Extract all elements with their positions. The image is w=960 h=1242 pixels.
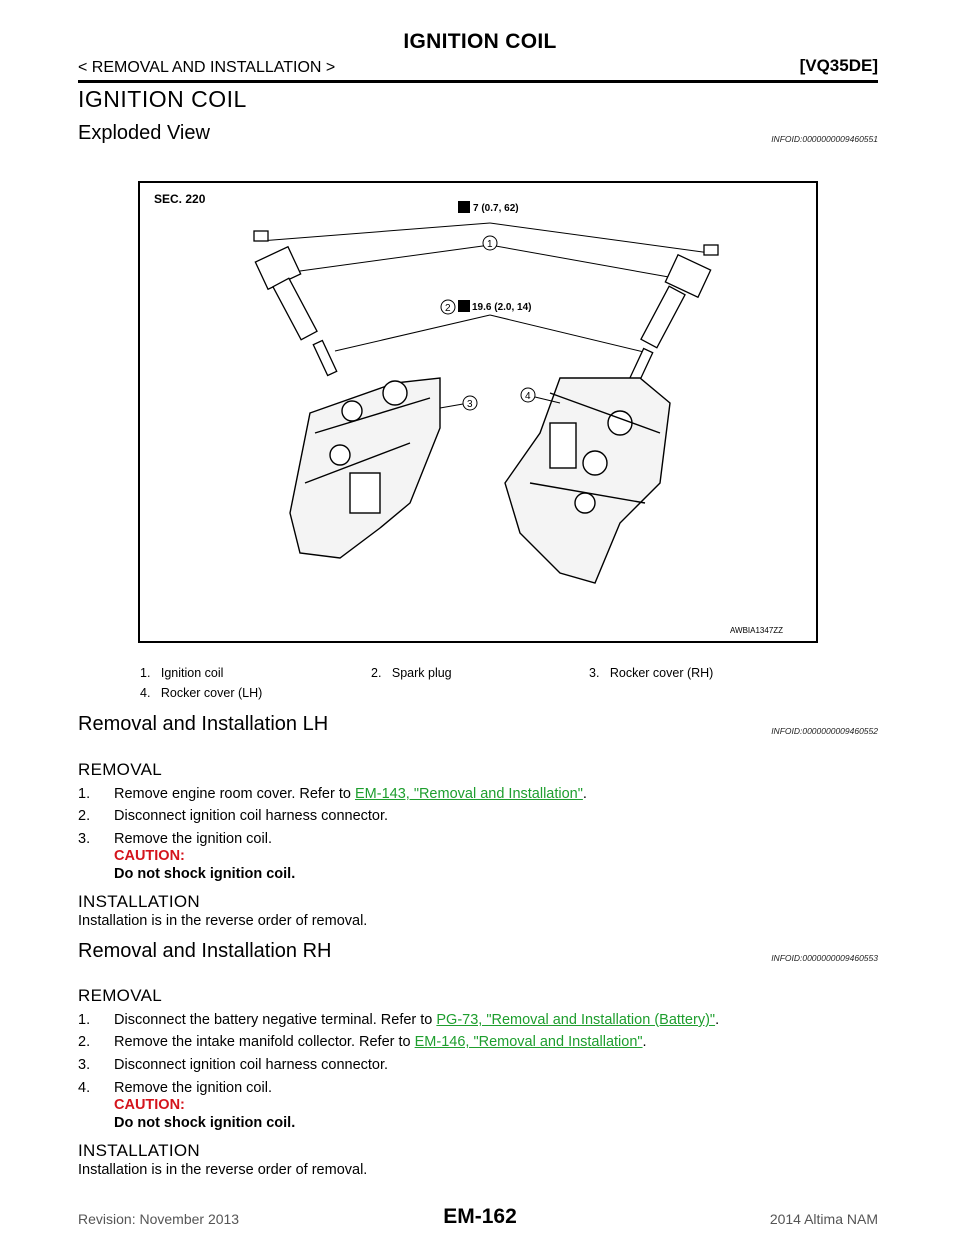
model-label: [VQ35DE]	[799, 56, 878, 75]
step-number: 4.	[78, 1080, 91, 1096]
rh-step-3	[78, 1057, 388, 1073]
rh-step-1: 1. Disconnect the battery negative terminal. Refer to PG-73, "Removal and Installation (Battery)".	[78, 1012, 720, 1028]
step-number: 3.	[78, 831, 91, 847]
exploded-diagram	[140, 183, 816, 641]
footer-model: 2014 Altima NAM	[769, 1211, 878, 1227]
step-text: Remove the ignition coil.	[114, 1080, 272, 1096]
torque-value-1: 7 (0.7, 62)	[473, 203, 519, 214]
step-number: 3.	[78, 1057, 91, 1073]
step-text: Remove the ignition coil.	[114, 831, 272, 847]
exploded-view-heading: Exploded View	[78, 122, 210, 144]
step-number: 1.	[78, 786, 91, 802]
lh-step-3	[78, 831, 272, 847]
exploded-view-figure	[138, 181, 818, 643]
torque-wrench-icon	[458, 201, 470, 213]
legend-label: Rocker cover (RH)	[609, 666, 714, 680]
step-text: Remove the intake manifold collector. Refer to	[114, 1034, 415, 1050]
figure-id: AWBIA1347ZZ	[730, 626, 784, 635]
callout-3-label: 3	[467, 399, 473, 410]
ref-link-em143[interactable]: EM-143, "Removal and Installation"	[354, 786, 583, 802]
legend-label: Ignition coil	[160, 666, 224, 680]
page-header-title: IGNITION COIL	[403, 30, 557, 53]
lh-removal-heading: REMOVAL	[78, 760, 162, 779]
rh-installation-heading: INSTALLATION	[78, 1141, 200, 1160]
step-text: Disconnect ignition coil harness connector.	[114, 1057, 389, 1073]
legend-num: 2.	[371, 666, 382, 680]
torque-value-2: 19.6 (2.0, 14)	[472, 302, 532, 313]
rocker-cover-lh	[505, 378, 670, 583]
legend-item-2	[371, 666, 452, 680]
header-rule	[78, 80, 878, 83]
legend-item-3	[589, 666, 713, 680]
rh-step-2: 2. Remove the intake manifold collector. Refer to EM-146, "Removal and Installation".	[78, 1034, 647, 1050]
rh-step-4	[78, 1080, 272, 1096]
step-number: 2.	[78, 1034, 91, 1050]
legend-item-4	[140, 686, 262, 700]
legend-label: Spark plug	[391, 666, 452, 680]
legend-label: Rocker cover (LH)	[160, 686, 263, 700]
lh-caution-text: Do not shock ignition coil.	[114, 866, 296, 882]
lh-infoid: INFOID:0000000009460552	[771, 726, 878, 736]
torque-wrench-icon-2	[458, 300, 470, 312]
lh-installation-heading: INSTALLATION	[78, 892, 200, 911]
ref-link-em146[interactable]: EM-146, "Removal and Installation"	[414, 1034, 643, 1050]
rh-caution-text: Do not shock ignition coil.	[114, 1115, 296, 1131]
lh-heading: Removal and Installation LH	[78, 713, 329, 735]
rh-caution-label: CAUTION:	[114, 1097, 185, 1113]
sec-label: SEC. 220	[154, 192, 206, 206]
rh-removal-heading: REMOVAL	[78, 986, 162, 1005]
lh-step-2	[78, 808, 388, 824]
step-number: 2.	[78, 808, 91, 824]
step-text: Disconnect ignition coil harness connector.	[114, 808, 389, 824]
legend-num: 4.	[140, 686, 151, 700]
lh-installation-text: Installation is in the reverse order of removal.	[78, 913, 368, 929]
ignition-coil-right	[629, 245, 718, 384]
lh-caution-label: CAUTION:	[114, 848, 185, 864]
legend-num: 1.	[140, 666, 151, 680]
ref-link-pg73[interactable]: PG-73, "Removal and Installation (Battery)"	[436, 1012, 716, 1028]
step-number: 1.	[78, 1012, 91, 1028]
rh-installation-text: Installation is in the reverse order of removal.	[78, 1162, 368, 1178]
callout-2-label: 2	[445, 303, 451, 314]
callout-4-label: 4	[525, 391, 531, 402]
footer-page-number: EM-162	[443, 1205, 517, 1228]
breadcrumb: < REMOVAL AND INSTALLATION >	[78, 59, 336, 76]
rh-heading: Removal and Installation RH	[78, 940, 332, 962]
legend-num: 3.	[589, 666, 600, 680]
lh-step-1: 1. Remove engine room cover. Refer to EM-143, "Removal and Installation".	[78, 786, 587, 802]
rh-infoid: INFOID:0000000009460553	[771, 953, 878, 963]
legend-item-1	[140, 666, 223, 680]
footer-revision: Revision: November 2013	[78, 1211, 240, 1227]
section-title: IGNITION COIL	[78, 86, 247, 112]
step-text: Remove engine room cover. Refer to	[114, 786, 355, 802]
exploded-infoid: INFOID:0000000009460551	[771, 134, 878, 144]
callout-1-label: 1	[487, 239, 493, 250]
rocker-cover-rh	[290, 378, 440, 558]
step-text: Disconnect the battery negative terminal. Refer to	[114, 1012, 437, 1028]
ignition-coil-left	[254, 231, 337, 376]
